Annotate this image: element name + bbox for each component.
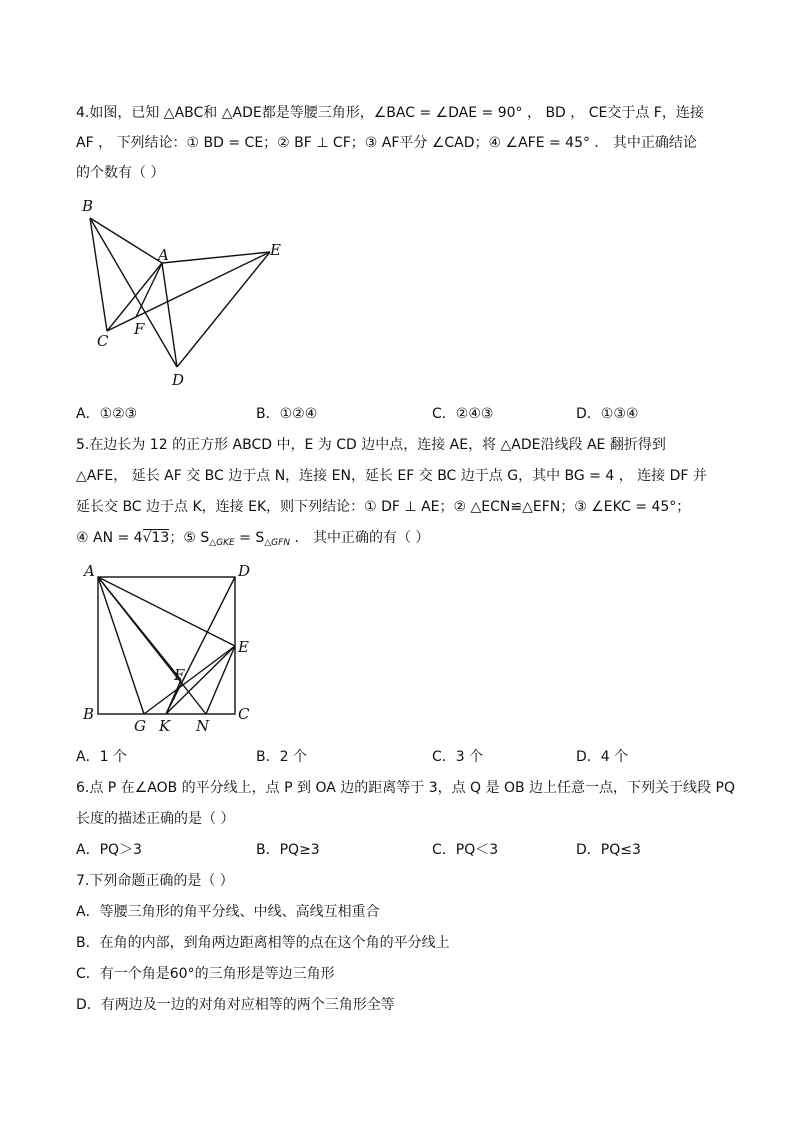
label-A: A [158, 246, 169, 264]
q7-option-a[interactable]: A．等腰三角形的角平分线、中线、高线互相重合 [76, 904, 380, 920]
seg-AE [98, 577, 235, 646]
q4-figure [76, 194, 296, 394]
q5-line-4 [76, 528, 429, 553]
seg-EG [144, 646, 235, 714]
q5-sub-gke: △GKE [209, 538, 235, 548]
q6-option-a[interactable]: A．PQ＞3 [76, 842, 142, 858]
label-B: B [83, 705, 95, 723]
q6-line-1: 6.点 P 在∠AOB 的平分线上，点 P 到 OA 边的距离等于 3，点 Q 是 OB 边上任意一点，下列关于线段 PQ [76, 780, 735, 796]
q5-figure-lines [98, 577, 235, 714]
q5-option-d[interactable]: D．4 个 [576, 749, 629, 765]
q4-option-b[interactable]: B．①②④ [256, 406, 318, 422]
q5-line-2: △AFE， 延长 AF 交 BC 边于点 N，连接 EN，延长 EF 交 BC 边于点 G，其中 BG = 4 ， 连接 DF 并 [76, 468, 707, 484]
label-A: A [84, 562, 95, 580]
label-N: N [196, 717, 210, 735]
label-C: C [238, 705, 250, 723]
seg-DK [166, 577, 235, 714]
label-E: E [238, 638, 249, 656]
q4-option-c[interactable]: C．②④③ [432, 406, 494, 422]
seg-AE [162, 252, 270, 263]
seg-FK [166, 680, 181, 714]
seg-AF [98, 577, 181, 680]
q5-options [76, 747, 736, 767]
seg-CE [107, 252, 270, 331]
label-G: G [134, 717, 146, 735]
seg-AG [98, 577, 144, 714]
q5-sqrt-value: 13 [151, 530, 170, 546]
q6-options [76, 840, 736, 860]
q4-line-2: AF ， 下列结论：① BD = CE；② BF ⊥ CF；③ AF平分 ∠CAD；④ ∠AFE = 45° ． 其中正确结论 [76, 135, 697, 151]
q5-line-4d: ． 其中正确的有（ ） [290, 530, 430, 546]
q5-option-a[interactable]: A．1 个 [76, 749, 127, 765]
q5-sqrt-13: √13 [142, 530, 170, 546]
q5-line-1: 5.在边长为 12 的正方形 ABCD 中，E 为 CD 边中点，连接 AE，将 △ADE沿线段 AE 翻折得到 [76, 437, 666, 453]
q4-line-3: 的个数有（ ） [76, 165, 165, 181]
seg-BA [90, 218, 162, 263]
label-E: E [270, 241, 281, 259]
q6-line-2: 长度的描述正确的是（ ） [76, 811, 235, 827]
q5-sub-gfn: △GFN [264, 538, 291, 548]
seg-AD [162, 263, 177, 367]
q7-option-b[interactable]: B．在角的内部，到角两边距离相等的点在这个角的平分线上 [76, 935, 450, 951]
label-D: D [238, 562, 251, 580]
seg-ED [177, 252, 270, 367]
q7-line-1: 7.下列命题正确的是（ ） [76, 873, 234, 889]
label-F: F [174, 666, 185, 684]
q6-option-b[interactable]: B．PQ≥3 [256, 842, 320, 858]
seg-BC [90, 218, 107, 331]
q6-option-d[interactable]: D．PQ≤3 [576, 842, 641, 858]
label-C: C [97, 332, 109, 350]
q4-option-a[interactable]: A．①②③ [76, 406, 138, 422]
q4-line-1: 4.如图，已知 △ABC和 △ADE都是等腰三角形，∠BAC = ∠DAE = 90° ， BD ， CE交于点 F，连接 [76, 105, 704, 121]
q4-option-d[interactable]: D．①③④ [576, 406, 639, 422]
label-K: K [159, 717, 171, 735]
q6-option-c[interactable]: C．PQ＜3 [432, 842, 499, 858]
q5-line-4c: = S [234, 530, 265, 546]
q5-option-c[interactable]: C．3 个 [432, 749, 484, 765]
q4-figure-lines [90, 218, 270, 367]
label-B: B [82, 197, 94, 215]
q5-option-b[interactable]: B．2 个 [256, 749, 307, 765]
q5-line-3: 延长交 BC 边于点 K，连接 EK，则下列结论：① DF ⊥ AE；② △ECN≌△EFN；③ ∠EKC = 45°； [76, 499, 691, 515]
q4-options [76, 404, 736, 424]
q7-option-d[interactable]: D．有两边及一边的对角对应相等的两个三角形全等 [76, 997, 395, 1013]
label-F: F [134, 320, 145, 338]
q7-option-c[interactable]: C．有一个角是60°的三角形是等边三角形 [76, 966, 335, 982]
label-D: D [172, 371, 185, 389]
q5-figure [80, 560, 280, 740]
q5-line-4b: ；⑤ S [169, 530, 210, 546]
q5-line-4a: ④ AN = 4 [76, 530, 143, 546]
